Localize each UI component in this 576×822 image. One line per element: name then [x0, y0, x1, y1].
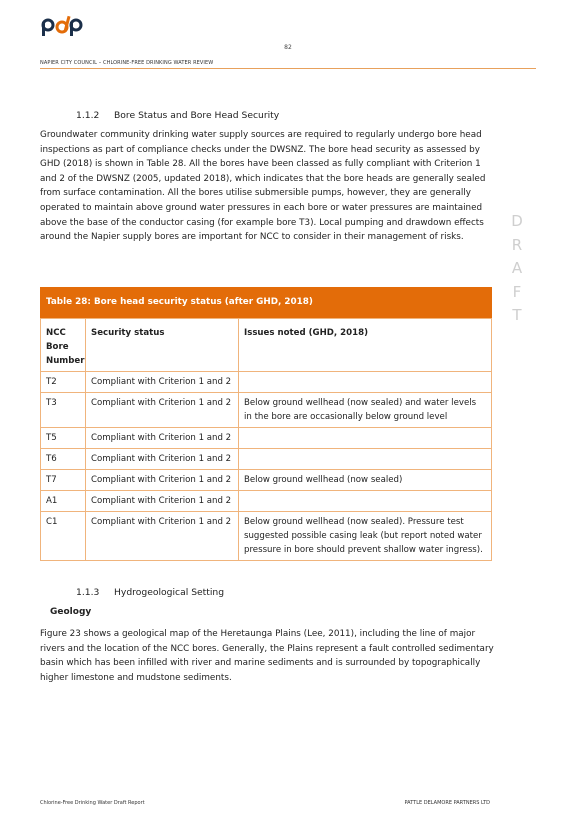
bore-cell: T7	[41, 470, 86, 491]
table-header-row	[41, 319, 492, 372]
section-heading-hydrogeology	[76, 587, 224, 598]
bore-cell: T2	[41, 372, 86, 393]
bore-status-paragraph: Groundwater community drinking water supply sources are required to regularly undergo bore head inspections as part of compliance checks under the DWSNZ. The bore head security as assessed by GHD (2018) is shown in Table 28. All the bores have been classed as fully compliant with Criterion 1 and 2 of the DWSNZ (2005, updated 2018), which indicates that the bore heads are generally sealed from surface contamination. All the bores utilise submersible pumps, however, they are generally operated to maintain above ground water pressures in each bore or water pressures are maintained above the base of the conductor casing (for example bore T3). Local pumping and drawdown effects around the Napier supply bores are important for NCC to consider in their management of risks.	[40, 130, 486, 243]
issues-cell	[239, 449, 492, 470]
status-cell: Compliant with Criterion 1 and 2	[86, 449, 239, 470]
draft-letter: D	[511, 212, 523, 230]
footer-company: PATTLE DELAMORE PARTNERS LTD	[404, 800, 490, 806]
header-security-status: Security status	[86, 319, 239, 372]
draft-watermark	[510, 210, 524, 328]
header-bore-number: NCC Bore Number	[41, 319, 86, 372]
geology-paragraph: Figure 23 shows a geological map of the Heretaunga Plains (Lee, 2011), including the line of major rivers and the location of the NCC bores. Generally, the Plains represent a fault controlled sedimentary basin which has been infilled with river and marine sediments and is surrounded by topographically higher limestone and mudstone sediments.	[40, 629, 494, 683]
table-row	[41, 372, 492, 393]
table-row	[41, 393, 492, 428]
status-cell: Compliant with Criterion 1 and 2	[86, 393, 239, 428]
table-row	[41, 512, 492, 561]
bore-cell: T5	[41, 428, 86, 449]
draft-letter: T	[512, 306, 522, 324]
table-row	[41, 491, 492, 512]
section-number: 1.1.2	[76, 110, 100, 121]
header-rule	[40, 68, 536, 69]
issues-cell: Below ground wellhead (now sealed)	[239, 470, 492, 491]
status-cell: Compliant with Criterion 1 and 2	[86, 491, 239, 512]
status-cell: Compliant with Criterion 1 and 2	[86, 470, 239, 491]
issues-cell: Below ground wellhead (now sealed) and water levels in the bore are occasionally below ground level	[239, 393, 492, 428]
issues-cell	[239, 491, 492, 512]
bore-cell: T3	[41, 393, 86, 428]
table-caption: Table 28: Bore head security status (after GHD, 2018)	[40, 287, 492, 318]
status-cell: Compliant with Criterion 1 and 2	[86, 512, 239, 561]
bore-cell: A1	[41, 491, 86, 512]
draft-letter: F	[512, 282, 522, 301]
geology-heading: Geology	[50, 607, 92, 617]
section-heading-bore-status	[76, 110, 279, 121]
section-title: Bore Status and Bore Head Security	[114, 110, 280, 121]
running-header: NAPIER CITY COUNCIL – CHLORINE-FREE DRINKING WATER REVIEW	[40, 60, 214, 66]
issues-cell	[239, 428, 492, 449]
pdp-logo	[40, 14, 84, 38]
section-number: 1.1.3	[76, 587, 100, 598]
issues-cell	[239, 372, 492, 393]
table-row	[41, 470, 492, 491]
table-row	[41, 428, 492, 449]
table-row	[41, 449, 492, 470]
bore-cell: T6	[41, 449, 86, 470]
footer-report-title: Chlorine-Free Drinking Water Draft Report	[40, 800, 145, 806]
bore-cell: C1	[41, 512, 86, 561]
bore-security-table	[40, 287, 492, 561]
draft-letter: A	[511, 259, 523, 277]
status-cell: Compliant with Criterion 1 and 2	[86, 372, 239, 393]
table-body	[40, 318, 492, 561]
draft-letter: R	[511, 235, 523, 254]
page-number: 82	[284, 44, 292, 51]
status-cell: Compliant with Criterion 1 and 2	[86, 428, 239, 449]
section-title: Hydrogeological Setting	[114, 587, 225, 598]
issues-cell: Below ground wellhead (now sealed). Pressure test suggested possible casing leak (but report noted water pressure in bore should prevent shallow water ingress).	[239, 512, 492, 561]
header-issues-noted: Issues noted (GHD, 2018)	[239, 319, 492, 372]
